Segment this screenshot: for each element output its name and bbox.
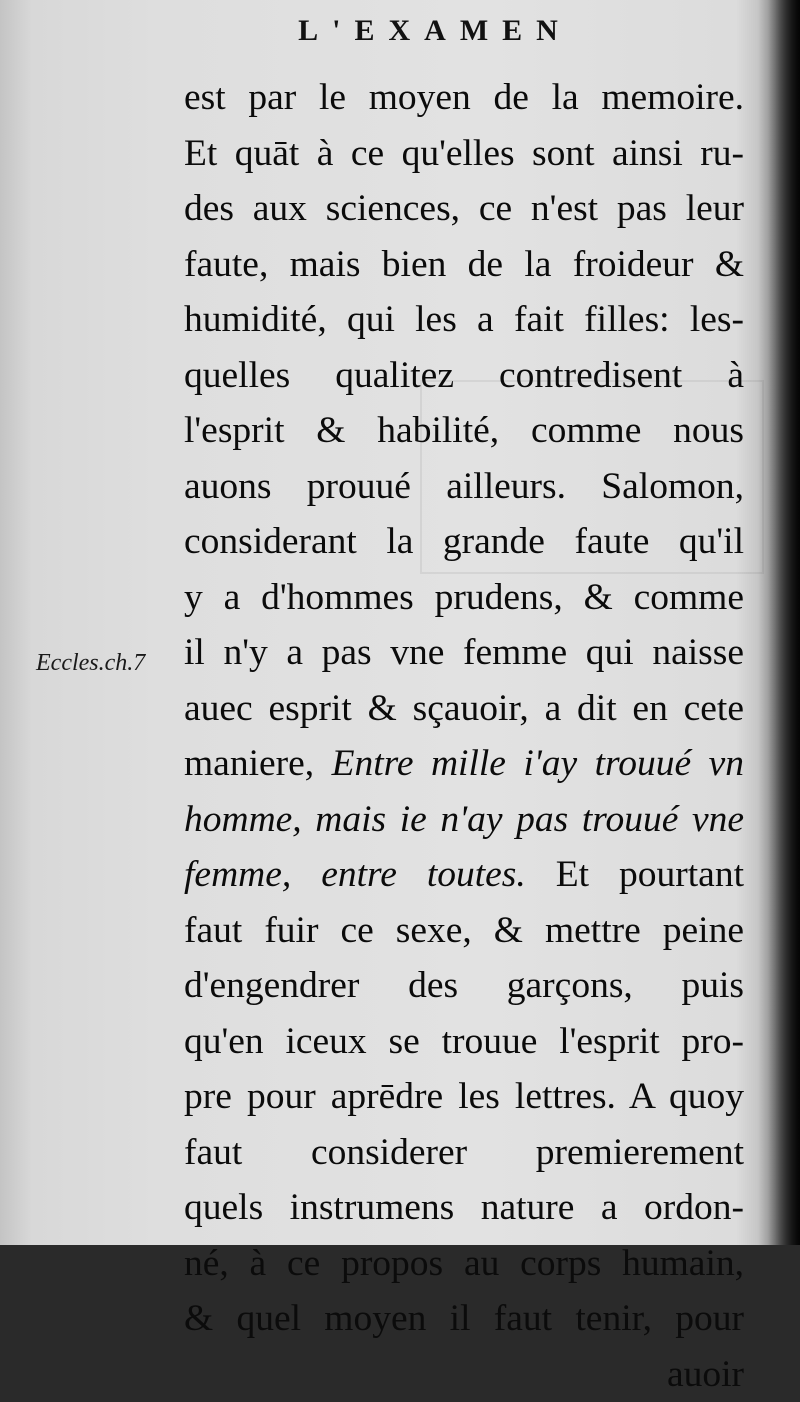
text-line: il n'y a pas vne femme qui naisse: [184, 625, 744, 681]
text-line: auons prouué ailleurs. Salomon,: [184, 459, 744, 515]
text-line: considerant la grande faute qu'il: [184, 514, 744, 570]
text-line: & quel moyen il faut tenir, pour: [184, 1291, 744, 1347]
text-block: [184, 70, 744, 1402]
catchword: auoir: [184, 1347, 744, 1402]
text-line: est par le moyen de la memoire.: [184, 70, 744, 126]
text-line: faute, mais bien de la froideur &: [184, 237, 744, 293]
text-line: faut fuir ce sexe, & mettre peine: [184, 903, 744, 959]
binding-shadow: [758, 0, 800, 1245]
text-line: né, à ce propos au corps humain,: [184, 1236, 744, 1292]
running-head: L'EXAMEN: [0, 14, 800, 48]
text-line: Et quāt à ce qu'elles sont ainsi ru-: [184, 126, 744, 182]
text-line: quels instrumens nature a ordon-: [184, 1180, 744, 1236]
text-line: quelles qualitez contredisent à: [184, 348, 744, 404]
text-line: l'esprit & habilité, comme nous: [184, 403, 744, 459]
text-line-mixed: [184, 847, 744, 903]
margin-note: Eccles.ch.7: [36, 650, 145, 677]
text-line-italic: homme, mais ie n'ay pas trouué vne: [184, 792, 744, 848]
text-line-mixed: [184, 736, 744, 792]
text-line: pre pour aprēdre les lettres. A quoy: [184, 1069, 744, 1125]
italic-quote-run: femme, entre toutes.: [184, 854, 526, 895]
text-line: faut considerer premierement: [184, 1125, 744, 1181]
text-line: qu'en iceux se trouue l'esprit pro-: [184, 1014, 744, 1070]
text-line: des aux sciences, ce n'est pas leur: [184, 181, 744, 237]
roman-run: Et pourtant: [526, 854, 744, 895]
text-line: y a d'hommes prudens, & comme: [184, 570, 744, 626]
text-line: humidité, qui les a fait filles: les-: [184, 292, 744, 348]
italic-quote-run: Entre mille i'ay trouué vn: [332, 743, 744, 784]
roman-run: maniere,: [184, 743, 332, 784]
text-line: d'engendrer des garçons, puis: [184, 958, 744, 1014]
text-line: auec esprit & sçauoir, a dit en cete: [184, 681, 744, 737]
